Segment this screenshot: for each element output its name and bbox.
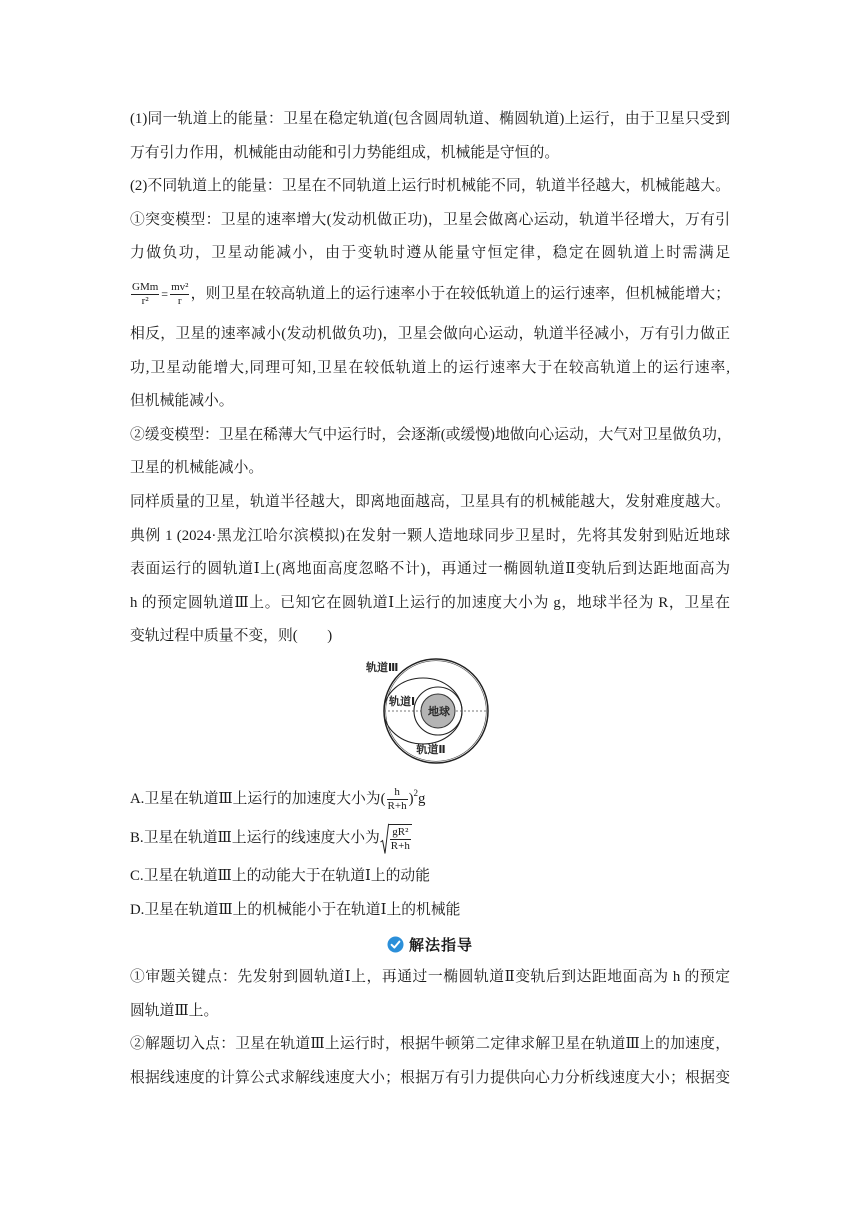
body-line: 力做负功，卫星动能减小，由于变轨时遵从能量守恒定律，稳定在圆轨道上时需满足 (130, 245, 730, 262)
body-line: ②缓变模型：卫星在稀薄大气中运行时，会逐渐(或缓慢)地做向心运动，大气对卫星做负功， (130, 426, 732, 443)
open-paren: ( (380, 791, 386, 808)
radical-sign-icon (380, 823, 389, 855)
body-line: 相反，卫星的速率减小(发动机做负功)，卫星会做向心运动，轨道半径减小，万有引力做正 (130, 325, 730, 342)
guide-line: 圆轨道Ⅲ上。 (130, 1002, 219, 1019)
solution-guide-heading (130, 927, 730, 961)
example-line: 变轨过程中质量不变，则( ) (130, 628, 333, 645)
formula-tail-text: ，则卫星在较高轨道上的运行速率小于在较低轨道上的运行速率，但机械能增大； (190, 285, 730, 302)
body-line: 功,卫星动能增大,同理可知,卫星在较低轨道上的运行速率大于在较高轨道上的运行速率, (130, 359, 730, 376)
option-a-text: A.卫星在轨道Ⅲ上运行的加速度大小为 (130, 791, 381, 808)
fraction-mv2-over-r (170, 281, 189, 308)
fraction-h-over-r-plus-h (387, 786, 408, 813)
earth-label: 地球 (428, 704, 450, 718)
option-c: C.卫星在轨道Ⅲ上的动能大于在轨道Ⅰ上的动能 (130, 868, 431, 885)
fraction-denominator: r² (141, 295, 149, 308)
guide-line: ②解题切入点：卫星在轨道Ⅲ上运行时，根据牛顿第二定律求解卫星在轨道Ⅲ上的加速度， (130, 1036, 730, 1053)
exponent: 2 (413, 788, 419, 799)
orbit-2-label: 轨道Ⅱ (416, 742, 446, 756)
close-paren: ) (408, 791, 414, 808)
formula-line (130, 271, 730, 318)
example-line: h 的预定圆轨道Ⅲ上。已知它在圆轨道Ⅰ上运行的加速度大小为 g，地球半径为 R，卫星在 (130, 594, 730, 611)
option-a (130, 770, 730, 816)
equals-sign: = (161, 287, 169, 302)
fraction-gmm-over-r2 (131, 281, 159, 308)
body-line: 万有引力作用，机械能由动能和引力势能组成，机械能是守恒的。 (130, 144, 560, 161)
option-b-text: B.卫星在轨道Ⅲ上运行的线速度大小为 (130, 830, 380, 847)
guide-line: 根据线速度的计算公式求解线速度大小；根据万有引力提供向心力分析线速度大小；根据变 (130, 1069, 730, 1086)
body-line: (1)同一轨道上的能量：卫星在稳定轨道(包含圆周轨道、椭圆轨道)上运行，由于卫星只受到 (130, 111, 730, 127)
fraction-denominator: R+h (390, 840, 410, 853)
option-d: D.卫星在轨道Ⅲ上的机械能小于在轨道Ⅰ上的机械能 (130, 901, 461, 918)
fraction-numerator: h (387, 786, 408, 800)
fraction-numerator: mv² (170, 281, 189, 295)
body-line: 同样质量的卫星，轨道半径越大，即离地面越高，卫星具有的机械能越大，发射难度越大。 (130, 493, 730, 510)
guide-line: ①审题关键点：先发射到圆轨道Ⅰ上，再通过一椭圆轨道Ⅱ变轨后到达距地面高为 h 的预定 (130, 969, 730, 986)
orbit-3-label: 轨道Ⅲ (366, 660, 399, 674)
option-b (130, 816, 730, 860)
example-line: 表面运行的圆轨道Ⅰ上(离地面高度忽略不计)，再通过一椭圆轨道Ⅱ变轨后到达距地面高为 (130, 561, 730, 578)
fraction-gr2-over-r-plus-h (390, 826, 411, 853)
orbit-1-label: 轨道Ⅰ (389, 694, 416, 708)
fraction-numerator: GMm (131, 281, 159, 295)
body-line: (2)不同轨道上的能量：卫星在不同轨道上运行时机械能不同，轨道半径越大，机械能越大。 (130, 178, 730, 195)
solution-guide-title: 解法指导 (408, 935, 473, 954)
fraction-denominator: r (177, 295, 182, 308)
check-circle-icon (387, 936, 404, 953)
orbit-diagram-svg (360, 654, 495, 768)
body-line: 卫星的机械能减小。 (130, 460, 264, 477)
page-content (130, 103, 730, 1095)
fraction-numerator: gR² (390, 826, 411, 840)
orbit-diagram (130, 654, 730, 770)
square-root (380, 823, 412, 855)
body-line: ①突变模型：卫星的速率增大(发动机做正功)，卫星会做离心运动，轨道半径增大，万有引 (130, 211, 730, 228)
body-line: 但机械能减小。 (130, 393, 234, 410)
option-a-tail: g (418, 791, 426, 808)
fraction-denominator: R+h (387, 800, 407, 813)
example-line: 典例 1 (2024·黑龙江哈尔滨模拟)在发射一颗人造地球同步卫星时，先将其发射到贴近地球 (130, 527, 730, 544)
radicand (389, 824, 412, 853)
